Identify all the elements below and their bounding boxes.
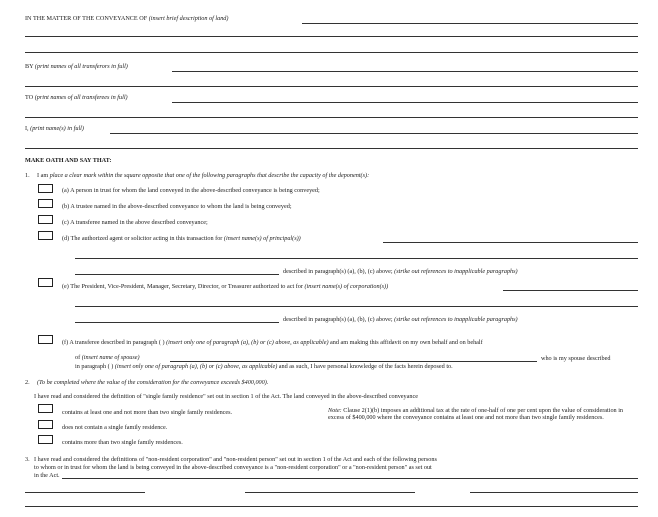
matter-line-2[interactable] — [25, 36, 638, 37]
checkbox-sfr-2[interactable] — [38, 420, 53, 429]
para-d-line-3[interactable] — [75, 274, 279, 275]
spouse-line[interactable] — [170, 361, 537, 362]
para-d: (d) The authorized agent or solicitor acting in this transaction for (insert name(s) of principal(s)) — [62, 235, 301, 242]
s1-number: 1. — [25, 172, 30, 179]
s1-lead: I am place a clear mark within the square opposite that one of the following paragraphs that describe the capacity of the deponent(s): — [37, 172, 370, 179]
i-line-2[interactable] — [25, 148, 638, 149]
para-d-line-2[interactable] — [75, 258, 638, 259]
para-a: (a) A person in trust for whom the land conveyed in the above-described conveyance is being conveyed; — [62, 187, 320, 194]
checkbox-c[interactable] — [38, 215, 53, 224]
s3-line-3-blank[interactable] — [245, 492, 415, 493]
matter-label: IN THE MATTER OF THE CONVEYANCE OF (insert brief description of land) — [25, 15, 229, 22]
para-d-line[interactable] — [383, 242, 638, 243]
by-label: BY (print names of all transferors in full) — [25, 63, 128, 70]
checkbox-a[interactable] — [38, 184, 53, 193]
oath-heading: MAKE OATH AND SAY THAT: — [25, 157, 112, 164]
para-f: (f) A transferee described in paragraph ( ) (insert only one of paragraph (a), (b) or (c) above, as applicable) and am making this affidavit on my own behalf and on behalf — [62, 339, 483, 346]
to-line-2[interactable] — [25, 117, 638, 118]
sfr-opt-2: does not contain a single family residence. — [62, 424, 168, 431]
checkbox-b[interactable] — [38, 199, 53, 208]
para-b: (b) A trustee named in the above-described conveyance to whom the land is being conveyed; — [62, 203, 292, 210]
i-line[interactable] — [110, 133, 638, 134]
s3-line-5-blank[interactable] — [25, 506, 638, 507]
s3-line-1: I have read and considered the definitions of "non-resident corporation" and "non-resident person" set out in section 1 of the Act and each of the following persons — [34, 456, 437, 463]
sfr-opt-3: contains more than two single family residences. — [62, 439, 183, 446]
checkbox-e[interactable] — [38, 278, 53, 287]
checkbox-d[interactable] — [38, 231, 53, 240]
checkbox-f[interactable] — [38, 335, 53, 344]
by-line-2[interactable] — [25, 86, 638, 87]
matter-line-3[interactable] — [25, 52, 638, 53]
matter-line[interactable] — [302, 23, 638, 24]
checkbox-sfr-3[interactable] — [38, 435, 53, 444]
para-e-line[interactable] — [503, 290, 638, 291]
s3-line-2: to whom or in trust for whom the land is being conveyed in the above-described conveyance is a "non-resident corporation" or a "non-resident person" as set out — [34, 464, 432, 471]
s2-number: 2. — [25, 379, 30, 386]
s2-heading: (To be completed where the value of the consideration for the conveyance exceeds $400,000). — [37, 379, 269, 386]
s3-line-2-blank[interactable] — [25, 492, 145, 493]
to-label: TO (print names of all transferees in full) — [25, 94, 128, 101]
sfr-opt-1: contains at least one and not more than two single family residences. — [62, 409, 233, 416]
s3-line-3: in the Act. — [34, 472, 60, 479]
para-f-spouse-tail: who is my spouse described — [541, 355, 611, 362]
s3-line-4-blank[interactable] — [470, 492, 638, 493]
i-label: I, (print name(s) in full) — [25, 125, 84, 132]
to-line[interactable] — [172, 102, 638, 103]
tax-note: Note: Clause 2(1)(b) imposes an additional tax at the rate of one-half of one per cent upon the value of consideration in excess of $400,000 where the conveyance contains at least one and not more than two single family residences. — [328, 407, 624, 421]
s3-line[interactable] — [62, 478, 638, 479]
para-f-inpara: in paragraph ( ) (insert only one of paragraph (a), (b) or (c) above, as applicable) and as such, I have personal knowledge of the facts herein deposed to. — [75, 363, 453, 370]
para-e-line-2[interactable] — [75, 306, 638, 307]
s3-number: 3. — [25, 456, 30, 463]
para-f-of: of (insert name of spouse) — [75, 354, 140, 361]
checkbox-sfr-1[interactable] — [38, 404, 53, 413]
by-line[interactable] — [172, 71, 638, 72]
para-e-described: described in paragraph(s) (a), (b), (c) above; (strike out references to inapplicable paragraphs) — [283, 316, 518, 323]
para-e-line-3[interactable] — [75, 322, 279, 323]
para-d-described: described in paragraph(s) (a), (b), (c) above; (strike out references to inapplicable paragraphs) — [283, 268, 518, 275]
para-c: (c) A transferee named in the above described conveyance; — [62, 219, 208, 226]
para-e: (e) The President, Vice-President, Manager, Secretary, Director, or Treasurer authorized to act for (insert name(s) of corporation(s)) — [62, 283, 389, 290]
s2-lead: I have read and considered the definition of "single family residence" set out in section 1 of the Act. The land conveyed in the above-described conveyance — [34, 393, 418, 400]
